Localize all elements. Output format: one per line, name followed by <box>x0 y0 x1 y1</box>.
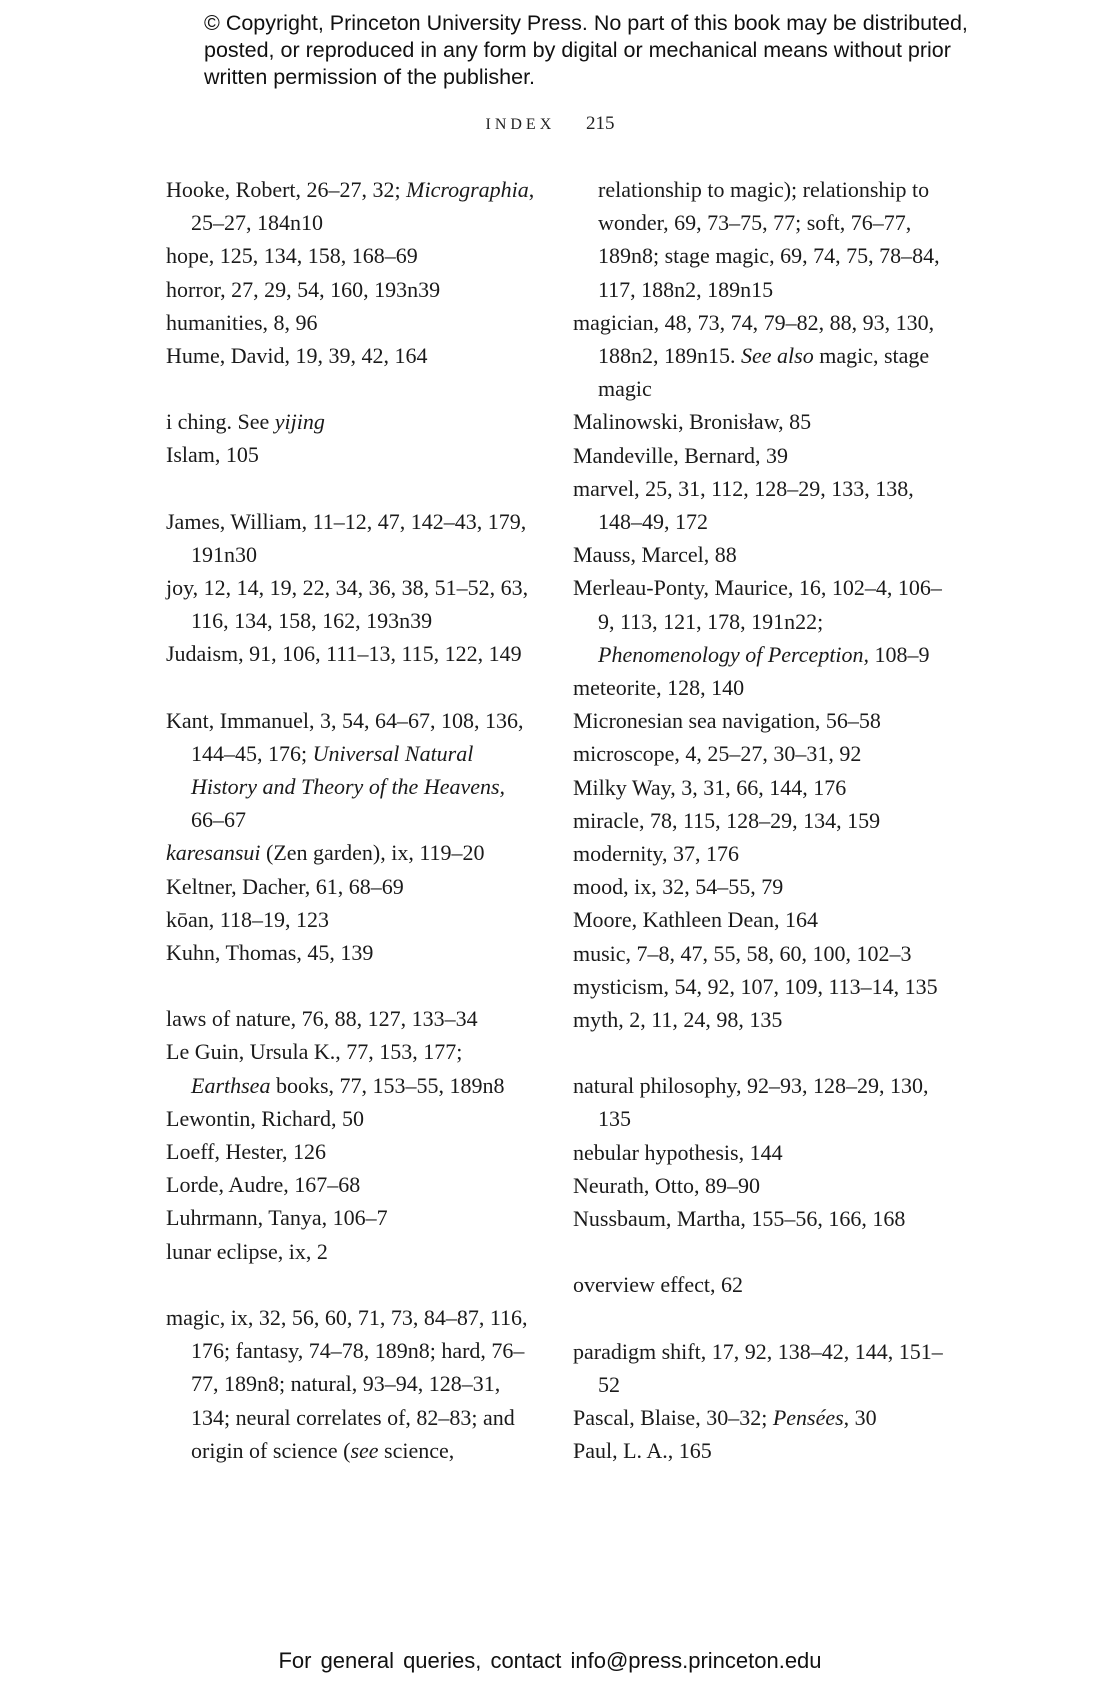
index-entry: laws of nature, 76, 88, 127, 133–34 <box>166 1006 478 1032</box>
index-entry: hope, 125, 134, 158, 168–69 <box>166 243 418 269</box>
index-entry: Mandeville, Bernard, 39 <box>573 442 789 468</box>
index-entry: Keltner, Dacher, 61, 68–69 <box>166 873 404 899</box>
index-entry: Kant, Immanuel, 3, 54, 64–67, 108, 136, 144–45, 176; Universal Natural History and Theory of the Heavens, 66–67 <box>166 707 524 833</box>
index-entry: karesansui (Zen garden), ix, 119–20 <box>166 840 485 866</box>
index-entry: magician, 48, 73, 74, 79–82, 88, 93, 130, 188n2, 189n15. See also magic, stage magic <box>573 309 935 402</box>
index-entry: Paul, L. A., 165 <box>573 1438 712 1464</box>
index-entry: Kuhn, Thomas, 45, 139 <box>166 940 374 966</box>
index-entry: Pascal, Blaise, 30–32; Pensées, 30 <box>573 1404 877 1430</box>
index-entry: nebular hypothesis, 144 <box>573 1139 783 1165</box>
footer-contact: For general queries, contact info@press.princeton.edu <box>278 1648 822 1673</box>
running-head <box>0 113 1100 135</box>
index-entry: Islam, 105 <box>166 442 259 468</box>
index-entry: music, 7–8, 47, 55, 58, 60, 100, 102–3 <box>573 940 912 966</box>
copyright-notice: © Copyright, Princeton University Press. No part of this book may be distributed, posted, or reproduced in any form by digital or mechanical means without prior written permission of the publisher. <box>204 11 968 89</box>
index-entry: i ching. See yijing <box>166 409 325 435</box>
index-entry: microscope, 4, 25–27, 30–31, 92 <box>573 741 862 767</box>
index-entry: Judaism, 91, 106, 111–13, 115, 122, 149 <box>166 641 522 667</box>
index-entry: mysticism, 54, 92, 107, 109, 113–14, 135 <box>573 973 938 999</box>
index-entry: marvel, 25, 31, 112, 128–29, 133, 138, 148–49, 172 <box>573 475 914 535</box>
index-entry: Moore, Kathleen Dean, 164 <box>573 907 818 933</box>
index-entry: Nussbaum, Martha, 155–56, 166, 168 <box>573 1206 906 1232</box>
index-entry: relationship to magic); relationship to wonder, 69, 73–75, 77; soft, 76–77, 189n8; stage magic, 69, 74, 75, 78–84, 117, 188n2, 189n15 <box>598 177 940 302</box>
index-entry: joy, 12, 14, 19, 22, 34, 36, 38, 51–52, 63, 116, 134, 158, 162, 193n39 <box>166 575 529 634</box>
index-entry: mood, ix, 32, 54–55, 79 <box>573 874 784 900</box>
index-entry: humanities, 8, 96 <box>166 309 318 335</box>
index-entry: Lewontin, Richard, 50 <box>166 1105 364 1131</box>
index-entry: Lorde, Audre, 167–68 <box>166 1172 361 1198</box>
index-column-left <box>166 173 536 1467</box>
index-entry: myth, 2, 11, 24, 98, 135 <box>573 1007 783 1033</box>
index-entry: Luhrmann, Tanya, 106–7 <box>166 1205 388 1231</box>
index-entry: modernity, 37, 176 <box>573 841 739 867</box>
index-entry: Loeff, Hester, 126 <box>166 1139 326 1165</box>
index-entry: horror, 27, 29, 54, 160, 193n39 <box>166 276 441 302</box>
index-column-right <box>573 173 943 1467</box>
page-number: 215 <box>586 113 615 134</box>
index-entry: James, William, 11–12, 47, 142–43, 179, 191n30 <box>166 508 527 567</box>
running-title: INDEX <box>485 116 556 133</box>
index-entry: Malinowski, Bronisław, 85 <box>573 409 812 435</box>
index-entry: miracle, 78, 115, 128–29, 134, 159 <box>573 807 881 833</box>
index-entry: Merleau-Ponty, Maurice, 16, 102–4, 106–9, 113, 121, 178, 191n22; Phenomenology of Perception, 108–9 <box>573 575 942 667</box>
index-entry: overview effect, 62 <box>573 1272 744 1298</box>
index-entry: meteorite, 128, 140 <box>573 675 745 701</box>
index-entry: Le Guin, Ursula K., 77, 153, 177; Earthsea books, 77, 153–55, 189n8 <box>166 1039 505 1098</box>
index-entry: kōan, 118–19, 123 <box>166 906 329 932</box>
index-entry: Neurath, Otto, 89–90 <box>573 1172 760 1198</box>
index-entry: Milky Way, 3, 31, 66, 144, 176 <box>573 774 847 800</box>
index-entry: Hooke, Robert, 26–27, 32; Micrographia, 25–27, 184n10 <box>166 177 535 236</box>
index-entry: magic, ix, 32, 56, 60, 71, 73, 84–87, 116, 176; fantasy, 74–78, 189n8; hard, 76–77, 189n8; natural, 93–94, 128–31, 134; neural correlates of, 82–83; and origin of science (see science, <box>166 1304 528 1463</box>
index-entry: Mauss, Marcel, 88 <box>573 542 737 568</box>
index-entry: lunar eclipse, ix, 2 <box>166 1238 328 1264</box>
index-entry: Hume, David, 19, 39, 42, 164 <box>166 343 428 369</box>
index-entry: natural philosophy, 92–93, 128–29, 130, 135 <box>573 1073 929 1132</box>
index-entry: paradigm shift, 17, 92, 138–42, 144, 151–52 <box>573 1338 943 1397</box>
index-entry: Micronesian sea navigation, 56–58 <box>573 708 881 734</box>
